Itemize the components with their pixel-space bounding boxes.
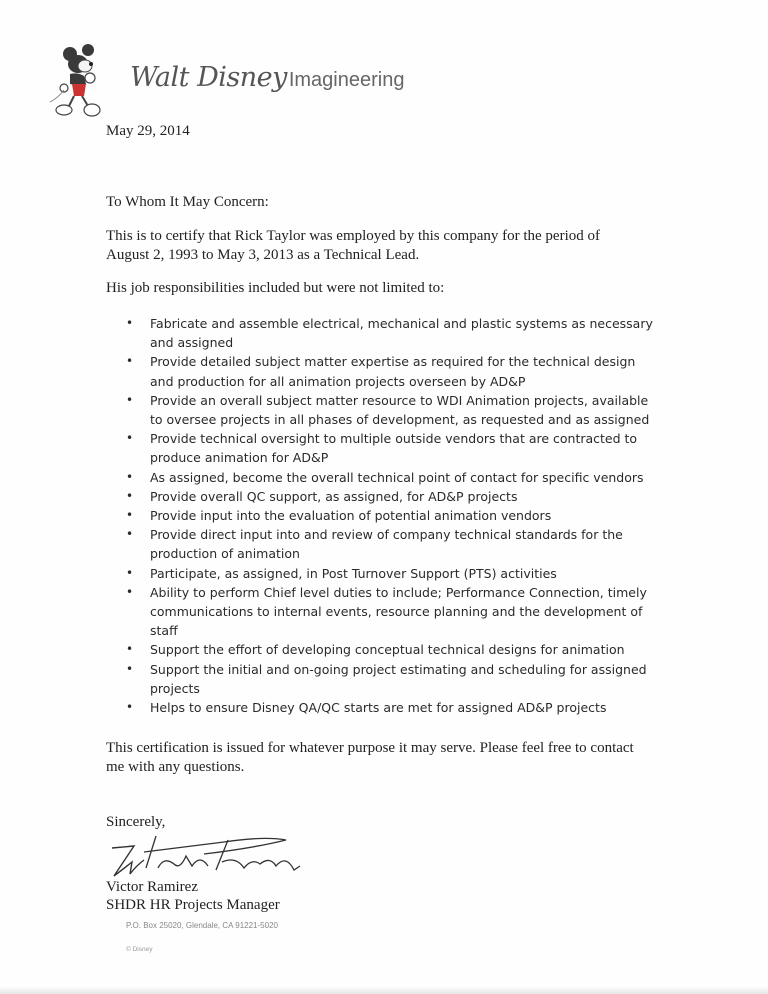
bullet-icon: • xyxy=(126,584,134,599)
closing-paragraph: This certification is issued for whatever purpose it may serve. Please feel free to contact me with any questions. xyxy=(106,740,634,775)
list-item: • Helps to ensure Disney QA/QC starts are met for assigned AD&P projects xyxy=(124,698,654,717)
list-item: • Ability to perform Chief level duties to include; Performance Connection, timely communications to internal events, resource planning and the development of staff xyxy=(126,584,647,639)
list-item: • Provide detailed subject matter expertise as required for the technical design and production for all animation projects overseen by AD&P xyxy=(126,354,636,389)
bullet-icon: • xyxy=(126,316,134,330)
responsibilities-intro: His job responsibilities included but were not limited to: xyxy=(106,280,445,296)
list-item: • Provide input into the evaluation of potential animation vendors xyxy=(124,506,654,525)
list-item: • Provide direct input into and review of company technical standards for the production of animation xyxy=(126,527,623,562)
walt-disney-imagineering-logo xyxy=(48,44,405,120)
responsibilities-list xyxy=(124,314,654,717)
brand-script: Walt Disney xyxy=(130,62,287,93)
handwritten-signature-icon xyxy=(104,826,314,882)
bullet-icon: • xyxy=(126,354,134,369)
signer-name: Victor Ramirez xyxy=(106,879,198,895)
list-item: • Provide an overall subject matter resource to WDI Animation projects, available to oversee projects in all phases of development, as requested and as assigned xyxy=(126,392,650,428)
bullet-icon: • xyxy=(126,392,134,407)
sign-off: Sincerely, xyxy=(106,814,166,830)
page-edge xyxy=(0,986,768,994)
bullet-icon: • xyxy=(126,661,134,676)
certification-paragraph: This is to certify that Rick Taylor was employed by this company for the period of August 2, 1993 to May 3, 2013 as a Technical Lead. xyxy=(106,228,600,263)
company-address: P.O. Box 25020, Glendale, CA 91221-5020 xyxy=(126,921,278,930)
bullet-icon: • xyxy=(126,508,134,523)
bullet-icon: • xyxy=(126,642,134,657)
bullet-icon: • xyxy=(126,488,134,503)
list-item: • As assigned, become the overall technical point of contact for specific vendors xyxy=(124,468,654,487)
brand-wordmark xyxy=(130,62,404,93)
brand-suffix: Imagineering xyxy=(288,69,405,91)
list-item: • Participate, as assigned, in Post Turnover Support (PTS) activities xyxy=(124,564,654,583)
bullet-icon: • xyxy=(126,700,134,715)
list-item: • Support the initial and on-going project estimating and scheduling for assigned projects xyxy=(126,661,647,696)
salutation: To Whom It May Concern: xyxy=(106,194,269,210)
list-item: • Provide overall QC support, as assigned, for AD&P projects xyxy=(124,487,654,506)
bullet-icon: • xyxy=(126,431,134,446)
copyright-notice: © Disney xyxy=(126,946,153,953)
signer-title: SHDR HR Projects Manager xyxy=(106,897,280,913)
mickey-mouse-icon xyxy=(48,44,118,120)
list-item: • Provide technical oversight to multiple outside vendors that are contracted to produce animation for AD&P xyxy=(126,431,638,466)
list-item: • Fabricate and assemble electrical, mechanical and plastic systems as necessary and assigned xyxy=(126,316,653,351)
bullet-icon: • xyxy=(126,469,134,484)
list-item: • Support the effort of developing conceptual technical designs for animation xyxy=(124,640,654,659)
letter-date: May 29, 2014 xyxy=(106,123,190,139)
bullet-icon: • xyxy=(126,565,134,580)
bullet-icon: • xyxy=(126,527,134,542)
